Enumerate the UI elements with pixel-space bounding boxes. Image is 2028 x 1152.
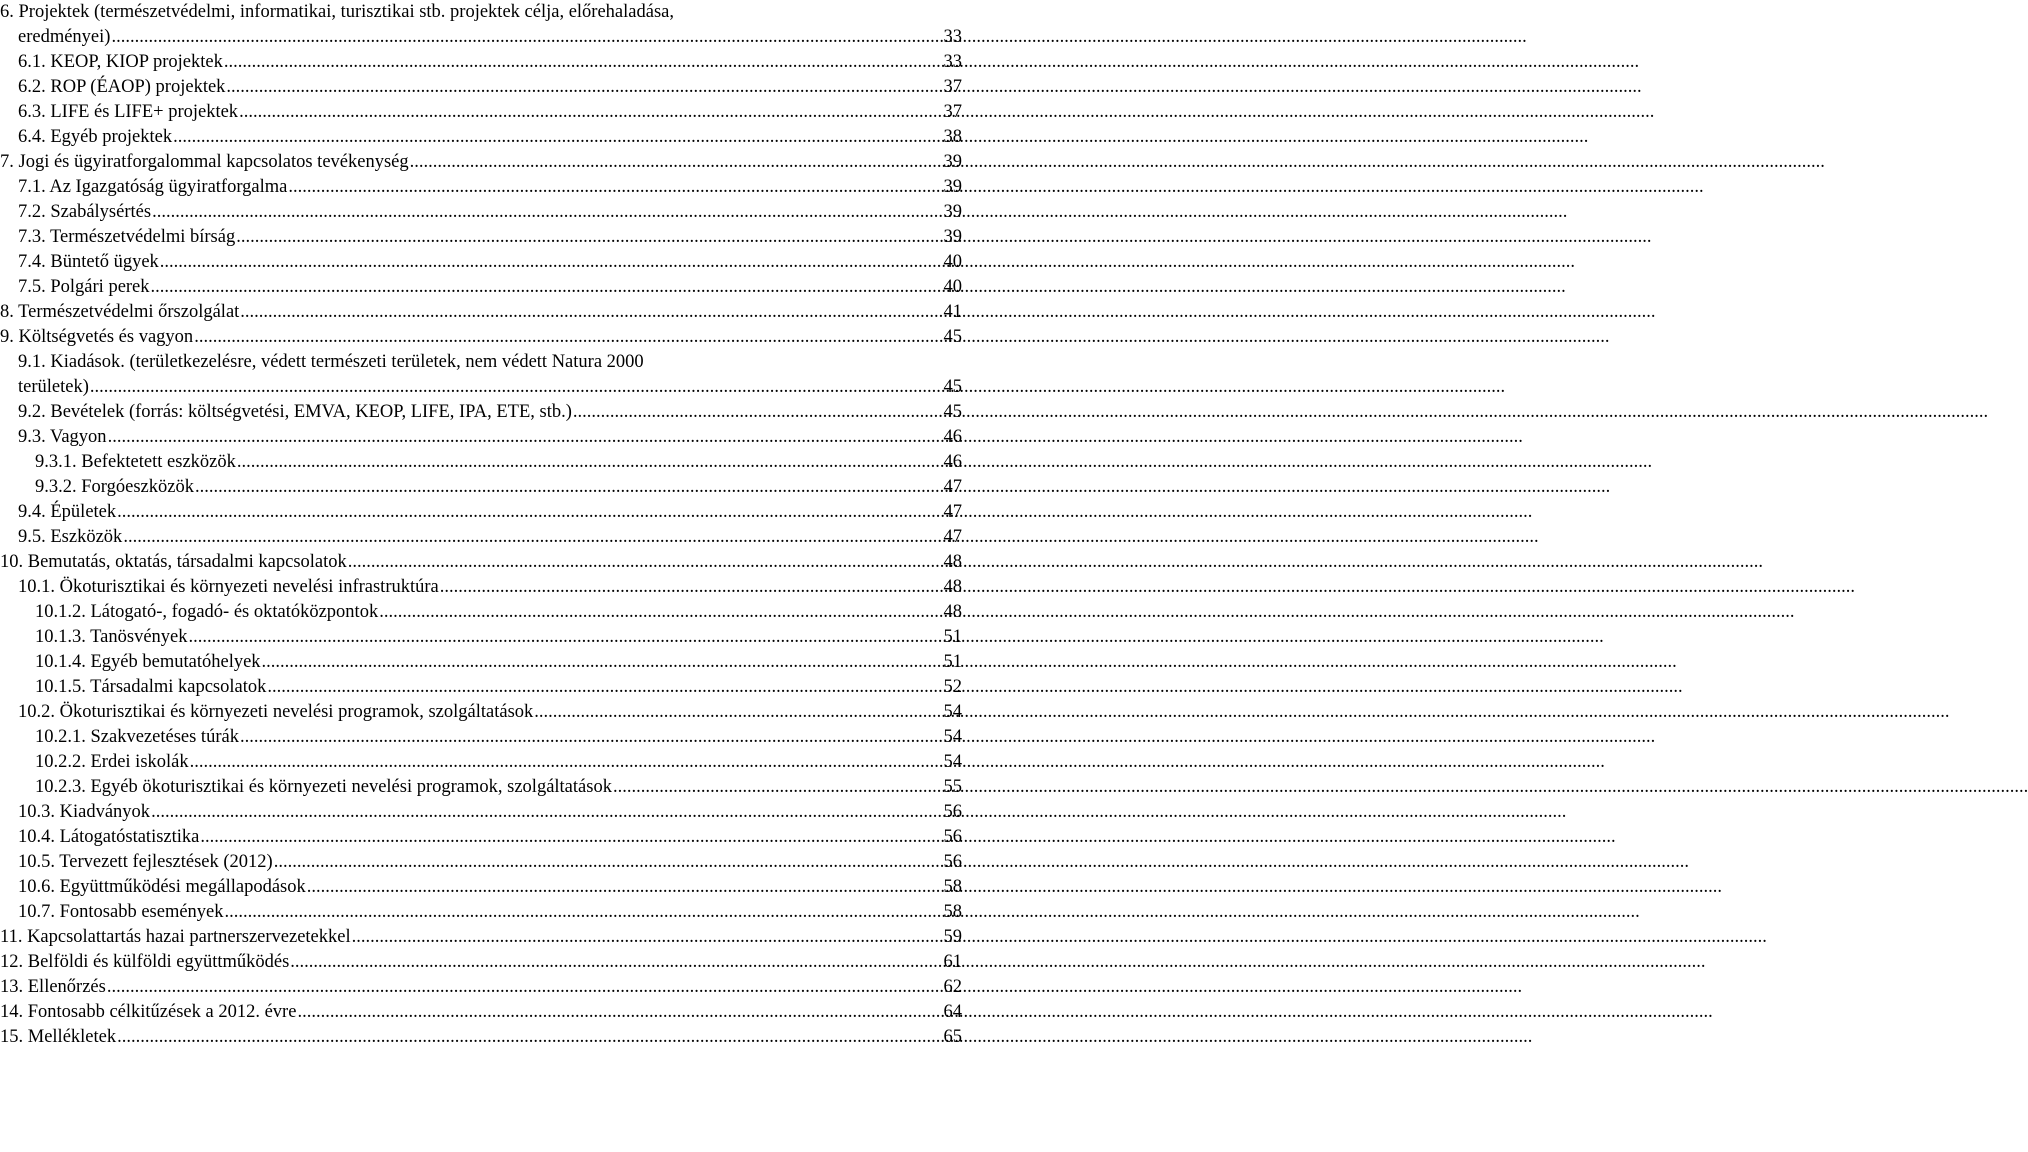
dot-leader: [111, 25, 1526, 50]
toc-entry-leader: [0, 325, 922, 350]
toc-entry[interactable]: [0, 875, 962, 900]
toc-entry-page-number: 51: [943, 627, 962, 647]
toc-entry[interactable]: [0, 50, 962, 75]
toc-entry-page-number: 33: [943, 27, 962, 47]
toc-entry-title: 10.1.2. Látogató-, fogadó- és oktatóközpontok: [35, 600, 379, 625]
dot-leader: [200, 825, 1615, 850]
toc-entry-title: 10.5. Tervezett fejlesztések (2012): [18, 850, 274, 875]
toc-entry-page-number: 38: [943, 127, 962, 147]
toc-entry[interactable]: [0, 200, 962, 225]
toc-entry[interactable]: [0, 500, 962, 525]
toc-entry-leader: [18, 275, 922, 300]
toc-entry-page-number: 46: [943, 452, 962, 472]
toc-entry-page-number: 54: [943, 702, 962, 722]
toc-entry-title: 10.2. Ökoturisztikai és környezeti nevelési programok, szolgáltatások: [18, 700, 534, 725]
toc-entry-page-number: 65: [943, 1027, 962, 1047]
dot-leader: [117, 1025, 1532, 1050]
toc-entry-title: 6.3. LIFE és LIFE+ projektek: [18, 100, 239, 125]
dot-leader: [267, 675, 1682, 700]
toc-entry-page-number: 45: [943, 327, 962, 347]
dot-leader: [307, 875, 1722, 900]
toc-entry-page-number: 47: [943, 477, 962, 497]
toc-entry-title: 10.1.4. Egyéb bemutatóhelyek: [35, 650, 262, 675]
toc-entry-page-number: 40: [943, 277, 962, 297]
toc-entry[interactable]: [0, 225, 962, 250]
dot-leader: [534, 700, 1949, 725]
dot-leader: [410, 150, 1825, 175]
toc-entry-title: 7.2. Szabálysértés: [18, 200, 152, 225]
toc-entry[interactable]: [0, 100, 962, 125]
toc-entry[interactable]: [0, 475, 962, 500]
toc-entry-title: 13. Ellenőrzés: [0, 975, 107, 1000]
toc-entry-title: 15. Mellékletek: [0, 1025, 117, 1050]
toc-entry[interactable]: [0, 575, 962, 600]
dot-leader: [440, 575, 1855, 600]
toc-entry-title: 9.4. Épületek: [18, 500, 117, 525]
toc-entry-leader: [18, 400, 922, 425]
toc-entry-title: 11. Kapcsolattartás hazai partnerszervezetekkel: [0, 925, 352, 950]
toc-entry-title: 7.3. Természetvédelmi bírság: [18, 225, 236, 250]
toc-entry-page-number: 56: [943, 827, 962, 847]
toc-entry[interactable]: [0, 1000, 962, 1025]
dot-leader: [288, 175, 1703, 200]
toc-entry[interactable]: [0, 325, 962, 350]
dot-leader: [123, 525, 1538, 550]
toc-entry-leader: [0, 1025, 922, 1050]
toc-entry-page-number: 54: [943, 752, 962, 772]
toc-entry[interactable]: [0, 800, 962, 825]
toc-entry[interactable]: [0, 275, 962, 300]
toc-entry[interactable]: [0, 900, 962, 925]
toc-entry[interactable]: [0, 550, 962, 575]
toc-entry[interactable]: [0, 625, 962, 650]
toc-entry-leader: [18, 200, 922, 225]
toc-entry-title: 10.1. Ökoturisztikai és környezeti nevelési infrastruktúra: [18, 575, 440, 600]
dot-leader: [160, 250, 1575, 275]
toc-entry-page-number: 59: [943, 927, 962, 947]
dot-leader: [573, 400, 1988, 425]
toc-entry-page-number: 47: [943, 502, 962, 522]
toc-entry-leader: [0, 975, 922, 1000]
toc-entry-page-number: 55: [943, 777, 962, 797]
toc-entry-title: 7.5. Polgári perek: [18, 275, 151, 300]
toc-entry[interactable]: [0, 425, 962, 450]
toc-entry-leader: [35, 775, 922, 800]
toc-entry-page-number: 52: [943, 677, 962, 697]
toc-entry-title: 6.4. Egyéb projektek: [18, 125, 173, 150]
toc-entry-leader: [0, 550, 922, 575]
dot-leader: [107, 975, 1522, 1000]
toc-entry-leader: [18, 350, 930, 375]
toc-entry-leader: [18, 100, 922, 125]
toc-entry-title: 9.3.1. Befektetett eszközök: [35, 450, 237, 475]
dot-leader: [173, 125, 1588, 150]
toc-entry-page-number: 56: [943, 852, 962, 872]
toc-entry-page-number: 61: [943, 952, 962, 972]
toc-entry-leader: [18, 75, 922, 100]
toc-entry-leader: [35, 450, 922, 475]
toc-entry-leader: [35, 625, 922, 650]
toc-entry-page-number: 64: [943, 1002, 962, 1022]
toc-entry-page-number: 51: [943, 652, 962, 672]
toc-entry-leader: [35, 725, 922, 750]
toc-entry[interactable]: [0, 650, 962, 675]
dot-leader: [151, 275, 1566, 300]
toc-entry[interactable]: [0, 775, 962, 800]
dot-leader: [152, 200, 1567, 225]
toc-entry[interactable]: [0, 350, 930, 375]
toc-entry-title: 10.1.5. Társadalmi kapcsolatok: [35, 675, 267, 700]
toc-entry-title: 7.4. Büntető ügyek: [18, 250, 160, 275]
toc-entry[interactable]: [0, 675, 962, 700]
dot-leader: [189, 625, 1604, 650]
toc-entry-title: 9.2. Bevételek (forrás: költségvetési, EMVA, KEOP, LIFE, IPA, ETE, stb.): [18, 400, 573, 425]
toc-entry-title: 12. Belföldi és külföldi együttműködés: [0, 950, 290, 975]
toc-entry-title: 9.1. Kiadások. (területkezelésre, védett természeti területek, nem védett Natura 2000: [18, 350, 644, 375]
toc-entry-leader: [18, 250, 922, 275]
toc-entry[interactable]: [0, 75, 962, 100]
toc-entry-leader: [18, 125, 922, 150]
toc-entry-leader: [18, 900, 922, 925]
dot-leader: [290, 950, 1705, 975]
toc-entry-title: 10.1.3. Tanösvények: [35, 625, 189, 650]
toc-entry[interactable]: [0, 0, 930, 25]
dot-leader: [352, 925, 1767, 950]
toc-entry[interactable]: [0, 600, 962, 625]
toc-entry-title: területek): [18, 375, 90, 400]
toc-entry-leader: [35, 750, 922, 775]
toc-entry-title: 6.1. KEOP, KIOP projektek: [18, 50, 224, 75]
toc-entry-page-number: 33: [943, 52, 962, 72]
toc-entry-title: 9.3.2. Forgóeszközök: [35, 475, 195, 500]
toc-entry[interactable]: [0, 925, 962, 950]
toc-entry-title: 10.3. Kiadványok: [18, 800, 151, 825]
toc-entry-title: 9. Költségvetés és vagyon: [0, 325, 194, 350]
toc-entry-title: 6.2. ROP (ÉAOP) projektek: [18, 75, 226, 100]
toc-entry-title: eredményei): [18, 25, 111, 50]
toc-entry-page-number: 41: [943, 302, 962, 322]
toc-entry-page-number: 56: [943, 802, 962, 822]
dot-leader: [262, 650, 1677, 675]
toc-entry-page-number: 37: [943, 102, 962, 122]
toc-entry-leader: [18, 375, 922, 400]
dot-leader: [151, 800, 1566, 825]
toc-entry[interactable]: [0, 300, 962, 325]
toc-entry[interactable]: [0, 750, 962, 775]
toc-entry[interactable]: [0, 150, 962, 175]
toc-entry[interactable]: [0, 125, 962, 150]
toc-entry-page-number: 39: [943, 152, 962, 172]
toc-entry-leader: [0, 950, 922, 975]
toc-entry-title: 10. Bemutatás, oktatás, társadalmi kapcsolatok: [0, 550, 348, 575]
toc-entry-page-number: 48: [943, 552, 962, 572]
dot-leader: [613, 775, 2028, 800]
toc-entry-page-number: 48: [943, 577, 962, 597]
toc-entry-leader: [18, 50, 922, 75]
toc-entry-page-number: 47: [943, 527, 962, 547]
toc-entry-leader: [18, 575, 922, 600]
toc-entry-leader: [35, 600, 922, 625]
toc-entry[interactable]: [0, 375, 962, 400]
dot-leader: [348, 550, 1763, 575]
toc-entry-leader: [18, 850, 922, 875]
toc-entry-title: 10.2.3. Egyéb ökoturisztikai és környezeti nevelési programok, szolgáltatások: [35, 775, 613, 800]
toc-entry-leader: [35, 675, 922, 700]
toc-entry[interactable]: [0, 700, 962, 725]
toc-entry-page-number: 46: [943, 427, 962, 447]
toc-entry-page-number: 58: [943, 902, 962, 922]
toc-entry-title: 8. Természetvédelmi őrszolgálat: [0, 300, 240, 325]
toc-entry-title: 9.3. Vagyon: [18, 425, 108, 450]
toc-entry-leader: [18, 25, 922, 50]
toc-entry-page-number: 48: [943, 602, 962, 622]
toc-entry-leader: [35, 475, 922, 500]
toc-entry-title: 7. Jogi és ügyiratforgalommal kapcsolatos tevékenység: [0, 150, 410, 175]
toc-entry[interactable]: [0, 25, 962, 50]
toc-entry[interactable]: [0, 525, 962, 550]
toc-entry-leader: [0, 1000, 922, 1025]
toc-entry-page-number: 39: [943, 177, 962, 197]
toc-entry-page-number: 45: [943, 377, 962, 397]
toc-entry-page-number: 45: [943, 402, 962, 422]
toc-entry-leader: [18, 525, 922, 550]
toc-entry-leader: [0, 150, 922, 175]
toc-entry-title: 9.5. Eszközök: [18, 525, 123, 550]
dot-leader: [108, 425, 1523, 450]
toc-entry-page-number: 62: [943, 977, 962, 997]
toc-entry-title: 10.4. Látogatóstatisztika: [18, 825, 200, 850]
dot-leader: [274, 850, 1689, 875]
toc-entry[interactable]: [0, 250, 962, 275]
toc-entry[interactable]: [0, 400, 962, 425]
toc-entry-page-number: 58: [943, 877, 962, 897]
toc-entry-leader: [18, 175, 922, 200]
toc-entry-leader: [35, 650, 922, 675]
toc-entry-title: 10.2.1. Szakvezetéses túrák: [35, 725, 240, 750]
toc-entry-title: 7.1. Az Igazgatóság ügyiratforgalma: [18, 175, 288, 200]
toc-entry-title: 14. Fontosabb célkitűzések a 2012. évre: [0, 1000, 297, 1025]
toc-entry[interactable]: [0, 825, 962, 850]
dot-leader: [194, 325, 1609, 350]
toc-entry-page-number: 54: [943, 727, 962, 747]
toc-entry-leader: [0, 300, 922, 325]
toc-entry[interactable]: [0, 975, 962, 1000]
dot-leader: [117, 500, 1532, 525]
toc-entry-leader: [18, 825, 922, 850]
toc-entry-title: 10.6. Együttműködési megállapodások: [18, 875, 307, 900]
toc-entry-leader: [18, 800, 922, 825]
toc-entry-title: 6. Projektek (természetvédelmi, informatikai, turisztikai stb. projektek célja, előrehaladása,: [0, 0, 674, 25]
toc-entry-title: 10.7. Fontosabb események: [18, 900, 225, 925]
dot-leader: [297, 1000, 1712, 1025]
toc-entry-leader: [18, 225, 922, 250]
toc-entry-leader: [0, 0, 930, 25]
dot-leader: [190, 750, 1605, 775]
toc-entry-leader: [18, 425, 922, 450]
dot-leader: [90, 375, 1505, 400]
toc-entry-leader: [18, 700, 922, 725]
toc-entry-page-number: 37: [943, 77, 962, 97]
dot-leader: [195, 475, 1610, 500]
toc-entry[interactable]: [0, 175, 962, 200]
toc-entry[interactable]: [0, 450, 962, 475]
toc-entry-leader: [18, 875, 922, 900]
dot-leader: [379, 600, 1794, 625]
toc-entry[interactable]: [0, 1025, 962, 1050]
toc-entry-page-number: 39: [943, 202, 962, 222]
toc-entry-page-number: 39: [943, 227, 962, 247]
toc-entry-leader: [0, 925, 922, 950]
toc-entry-leader: [18, 500, 922, 525]
toc-entry[interactable]: [0, 725, 962, 750]
toc-entry[interactable]: [0, 850, 962, 875]
toc-entry[interactable]: [0, 950, 962, 975]
toc-entry-title: 10.2.2. Erdei iskolák: [35, 750, 190, 775]
toc-entry-page-number: 40: [943, 252, 962, 272]
